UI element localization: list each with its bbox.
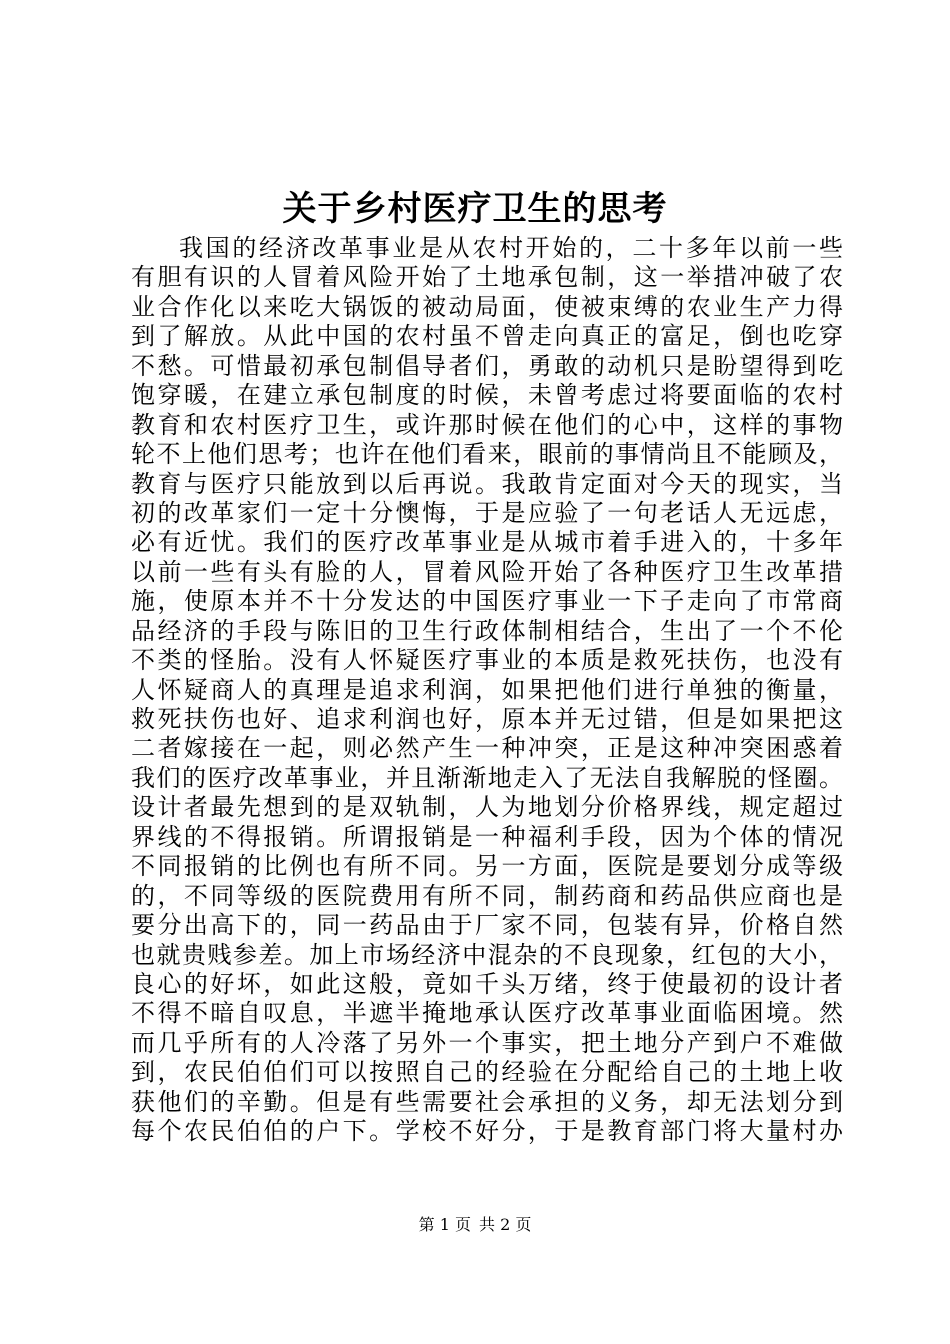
body-line: 而几乎所有的人冷落了另外一个事实，把土地分产到户不难做 (131, 1028, 843, 1057)
body-line: 到了解放。从此中国的农村虽不曾走向真正的富足，倒也吃穿 (131, 322, 843, 351)
body-line: 每个农民伯伯的户下。学校不好分，于是教育部门将大量村办 (131, 1117, 843, 1146)
body-line: 教育与医疗只能放到以后再说。我敢肯定面对今天的现实，当 (131, 469, 843, 498)
document-body (131, 234, 843, 1147)
page-footer (0, 1214, 950, 1236)
body-line: 初的改革家们一定十分懊悔，于是应验了一句老话人无远虑， (131, 498, 843, 527)
body-line: 界线的不得报销。所谓报销是一种福利手段，因为个体的情况 (131, 822, 843, 851)
body-line: 不愁。可惜最初承包制倡导者们，勇敢的动机只是盼望得到吃 (131, 351, 843, 380)
page-number: 第 1 页 (418, 1215, 471, 1234)
page-total: 共 2 页 (479, 1215, 532, 1234)
body-line: 的，不同等级的医院费用有所不同，制药商和药品供应商也是 (131, 881, 843, 910)
body-line: 必有近忧。我们的医疗改革事业是从城市着手进入的，十多年 (131, 528, 843, 557)
body-line: 教育和农村医疗卫生，或许那时候在他们的心中，这样的事物 (131, 410, 843, 439)
body-line: 二者嫁接在一起，则必然产生一种冲突，正是这种冲突困惑着 (131, 734, 843, 763)
body-line: 不类的怪胎。没有人怀疑医疗事业的本质是救死扶伤，也没有 (131, 646, 843, 675)
body-line: 不同报销的比例也有所不同。另一方面，医院是要划分成等级 (131, 852, 843, 881)
body-line: 轮不上他们思考；也许在他们看来，眼前的事情尚且不能顾及， (131, 440, 843, 469)
body-line: 获他们的辛勤。但是有些需要社会承担的义务，却无法划分到 (131, 1087, 843, 1116)
body-line: 也就贵贱参差。加上市场经济中混杂的不良现象，红包的大小， (131, 940, 843, 969)
body-line: 设计者最先想到的是双轨制，人为地划分价格界线，规定超过 (131, 793, 843, 822)
body-line: 品经济的手段与陈旧的卫生行政体制相结合，生出了一个不伦 (131, 616, 843, 645)
body-line: 救死扶伤也好、追求利润也好，原本并无过错，但是如果把这 (131, 705, 843, 733)
body-line: 业合作化以来吃大锅饭的被动局面，使被束缚的农业生产力得 (131, 292, 843, 321)
body-line: 良心的好坏，如此这般，竟如千头万绪，终于使最初的设计者 (131, 969, 843, 998)
body-line: 不得不暗自叹息，半遮半掩地承认医疗改革事业面临困境。然 (131, 999, 843, 1028)
body-line: 要分出高下的，同一药品由于厂家不同，包装有异，价格自然 (131, 911, 843, 940)
body-line: 以前一些有头有脸的人，冒着风险开始了各种医疗卫生改革措 (131, 557, 843, 586)
document-title: 关于乡村医疗卫生的思考 (282, 189, 668, 229)
body-line: 我们的医疗改革事业，并且渐渐地走入了无法自我解脱的怪圈。 (131, 763, 843, 792)
body-line: 饱穿暖，在建立承包制度的时候，未曾考虑过将要面临的农村 (131, 381, 843, 410)
body-line: 施，使原本并不十分发达的中国医疗事业一下子走向了市常商 (131, 587, 843, 616)
body-line: 人怀疑商人的真理是追求利润，如果把他们进行单独的衡量， (131, 675, 843, 704)
body-line: 有胆有识的人冒着风险开始了土地承包制，这一举措冲破了农 (131, 263, 843, 292)
body-line: 我国的经济改革事业是从农村开始的，二十多年以前一些 (179, 234, 843, 262)
body-line: 到，农民伯伯们可以按照自己的经验在分配给自己的土地上收 (131, 1058, 843, 1087)
